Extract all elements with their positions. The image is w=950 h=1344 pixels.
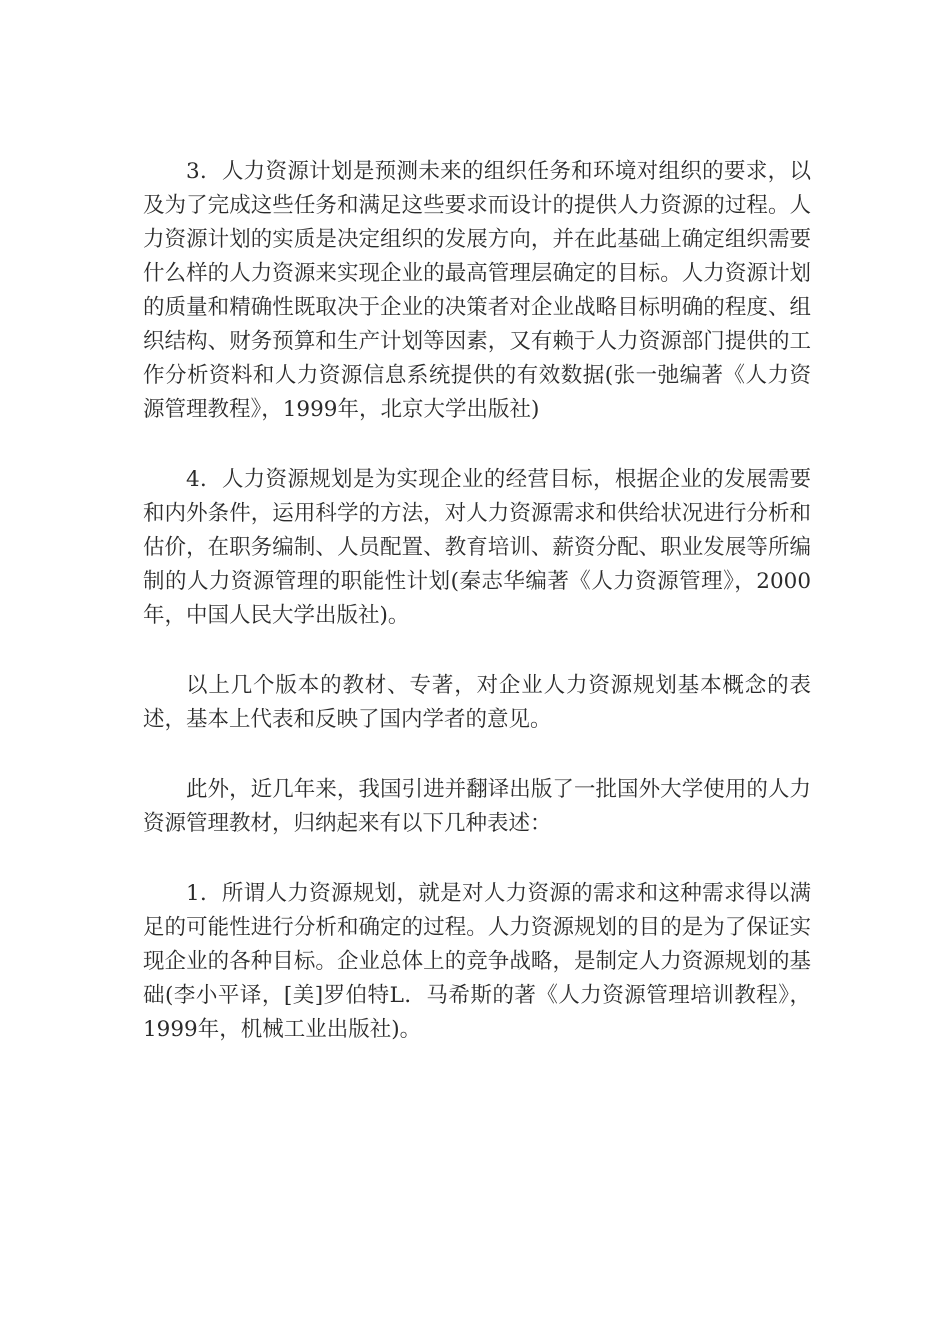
paragraph-hr-planning-definition-4: 4．人力资源规划是为实现企业的经营目标，根据企业的发展需要和内外条件，运用科学的方法，对人力资源需求和供给状况进行分析和估价，在职务编制、人员配置、教育培训、薪资分配、职业发展等所编制的人力资源管理的职能性计划(秦志华编著《人力资源管理》，2000年，中国人民大学出版社)。: [143, 467, 811, 628]
paragraph-hr-plan-definition-3: 3．人力资源计划是预测未来的组织任务和环境对组织的要求，以及为了完成这些任务和满足这些要求而设计的提供人力资源的过程。人力资源计划的实质是决定组织的发展方向，并在此基础上确定组织需要什么样的人力资源来实现企业的最高管理层确定的目标。人力资源计划的质量和精确性既取决于企业的决策者对企业战略目标明确的程度、组织结构、财务预算和生产计划等因素，又有赖于人力资源部门提供的工作分析资料和人力资源信息系统提供的有效数据(张一弛编著《人力资源管理教程》，1999年，北京大学出版社): [143, 159, 811, 422]
paragraph-spacer: [143, 633, 811, 669]
paragraph-spacer: [143, 427, 811, 463]
document-page: [143, 155, 811, 1047]
paragraph-spacer: [143, 737, 811, 773]
paragraph-spacer: [143, 841, 811, 877]
paragraph-foreign-definition-1: 1．所谓人力资源规划，就是对人力资源的需求和这种需求得以满足的可能性进行分析和确定的过程。人力资源规划的目的是为了保证实现企业的各种目标。企业总体上的竞争战略，是制定人力资源规划的基础(李小平译，[美]罗伯特L．马希斯的著《人力资源管理培训教程》，1999年，机械工业出版社)。: [143, 881, 811, 1042]
paragraph-summary-domestic-views: 以上几个版本的教材、专著，对企业人力资源规划基本概念的表述，基本上代表和反映了国内学者的意见。: [143, 673, 811, 732]
paragraph-foreign-textbooks-intro: 此外，近几年来，我国引进并翻译出版了一批国外大学使用的人力资源管理教材，归纳起来有以下几种表述：: [143, 777, 811, 836]
